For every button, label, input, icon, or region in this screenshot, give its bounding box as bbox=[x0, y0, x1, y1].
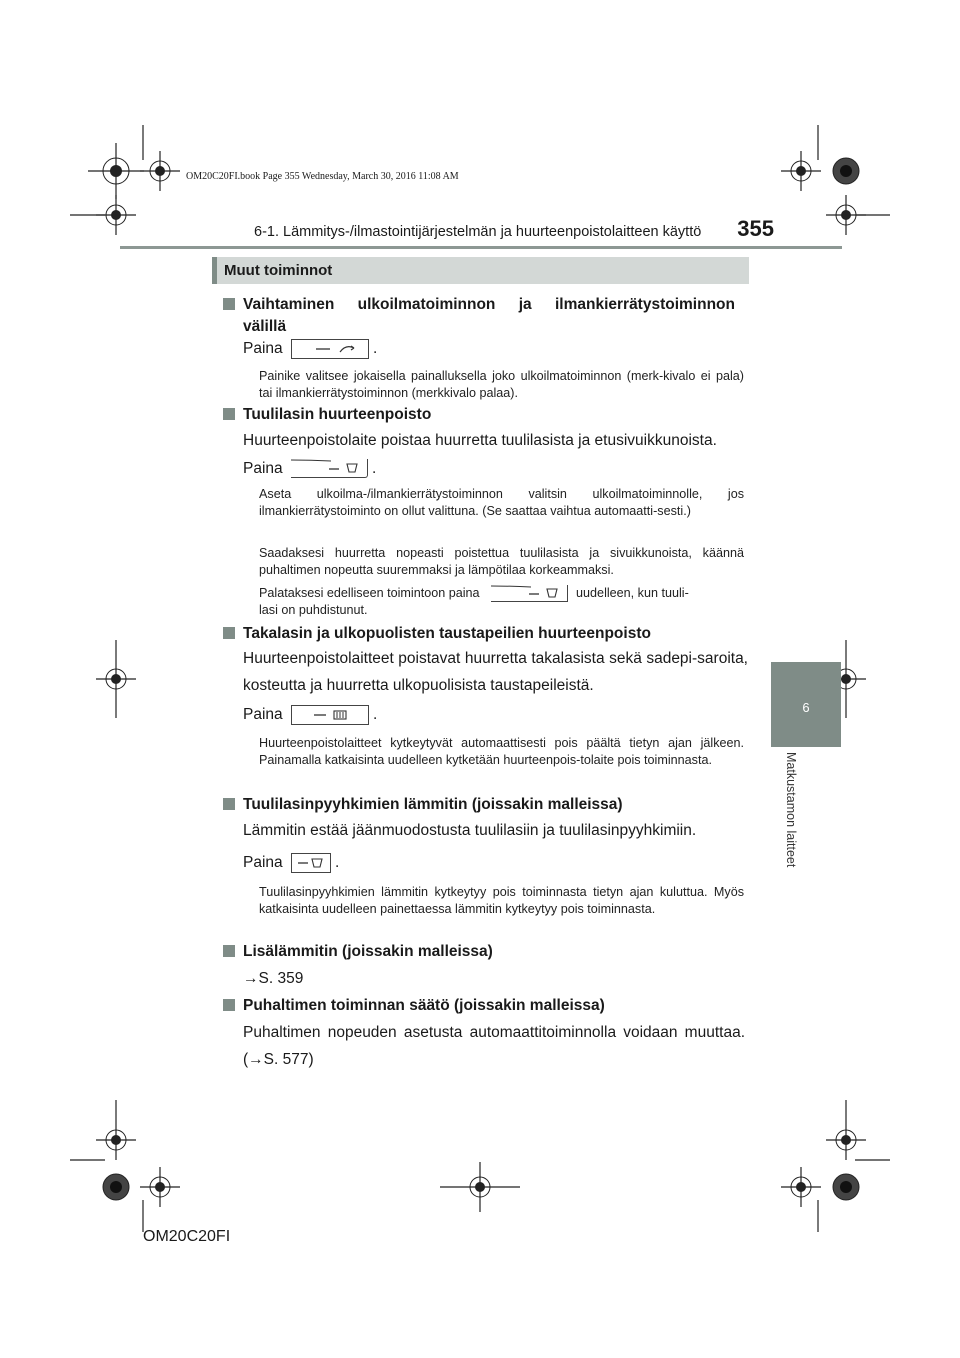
item-heading bbox=[223, 796, 623, 814]
windshield-defrost-button-icon bbox=[291, 459, 368, 478]
item-heading-cont: välillä bbox=[243, 318, 287, 335]
item-heading-text: Lisälämmitin (joissakin malleissa) bbox=[243, 943, 493, 960]
registration-mark-icon bbox=[781, 151, 821, 191]
item-heading-text: Tuulilasin huurteenpoisto bbox=[243, 406, 432, 423]
item-heading-text: Takalasin ja ulkopuolisten taustapeilien huurteenpoisto bbox=[243, 625, 651, 642]
press-label: Paina bbox=[243, 706, 283, 723]
item-heading-text: Puhaltimen toiminnan säätö (joissakin malleissa) bbox=[243, 997, 605, 1014]
registration-mark-icon bbox=[96, 640, 136, 718]
item-body: Lämmitin estää jäänmuodostusta tuulilasiin ja tuulilasinpyyhkimiin. bbox=[243, 822, 697, 839]
press-label: Paina bbox=[243, 340, 283, 357]
registration-mark-icon bbox=[440, 1162, 520, 1212]
registration-mark-icon bbox=[103, 1174, 129, 1200]
registration-mark-icon bbox=[833, 1174, 859, 1200]
registration-mark-icon bbox=[140, 1167, 180, 1207]
item-heading bbox=[223, 625, 651, 643]
square-bullet-icon bbox=[223, 298, 235, 310]
square-bullet-icon bbox=[223, 627, 235, 639]
book-info: OM20C20FI.book Page 355 Wednesday, March 30, 2016 11:08 AM bbox=[186, 171, 459, 182]
item-body: Puhaltimen nopeuden asetusta automaattitoiminnolla voidaan muuttaa. (→S. 577) bbox=[243, 1024, 745, 1068]
chapter-tab-number: 6 bbox=[802, 700, 810, 715]
item-heading-text: Vaihtaminen ulkoilmatoiminnon ja ilmankierrätystoiminnon bbox=[243, 296, 735, 313]
rear-defrost-button-icon bbox=[291, 705, 369, 725]
press-dot: . bbox=[334, 854, 340, 871]
registration-mark-icon bbox=[140, 151, 180, 191]
registration-mark-icon bbox=[88, 143, 144, 199]
press-line bbox=[243, 850, 339, 876]
press-dot: . bbox=[371, 460, 377, 477]
windshield-defrost-button-icon bbox=[491, 585, 568, 602]
item-note: Tuulilasinpyyhkimien lämmitin kytkeytyy pois toiminnasta tietyn ajan kuluttua. Myös katkaisinta uudelleen painettaessa lämmitin kytkeytyy pois toiminnasta. bbox=[259, 885, 744, 916]
press-label: Paina bbox=[243, 854, 283, 871]
footer-code: OM20C20FI bbox=[143, 1228, 231, 1245]
section-heading bbox=[212, 257, 749, 284]
note-text: Palataksesi edelliseen toimintoon paina bbox=[259, 586, 480, 600]
item-heading bbox=[223, 943, 493, 961]
registration-mark-icon bbox=[96, 1100, 136, 1160]
item-heading bbox=[223, 406, 431, 424]
registration-mark-icon bbox=[96, 195, 136, 235]
note-text: uudelleen, kun tuuli- bbox=[576, 586, 689, 600]
press-label: Paina bbox=[243, 460, 283, 477]
item-heading bbox=[223, 997, 605, 1015]
section-heading-text: Muut toiminnot bbox=[224, 262, 333, 279]
registration-mark-icon bbox=[833, 158, 859, 184]
registration-mark-icon bbox=[826, 1100, 866, 1160]
press-line bbox=[243, 702, 377, 728]
square-bullet-icon bbox=[223, 408, 235, 420]
registration-mark-icon bbox=[781, 1167, 821, 1207]
item-note: Saadaksesi huurretta nopeasti poistettua tuulilasista ja sivuikkunoista, käännä puhaltimen nopeutta suuremmaksi ja lämpötilaa korkeammaksi. bbox=[259, 546, 744, 577]
item-heading-text: Tuulilasinpyyhkimien lämmitin (joissakin malleissa) bbox=[243, 796, 623, 813]
item-note: Aseta ulkoilma-/ilmankierrätystoiminnon valitsin ulkoilmatoiminnolle, jos ilmankierrätystoiminto on ollut valittuna. (Se saattaa vaihtua automaatti-sesti.) bbox=[259, 487, 744, 518]
press-dot: . bbox=[372, 340, 378, 357]
item-body: Huurteenpoistolaitteet poistavat huurretta takalasista sekä sadepi-saroita, kosteutta ja huurretta ulkopuolisista taustapeileistä. bbox=[243, 650, 748, 694]
item-heading bbox=[223, 296, 743, 314]
press-line bbox=[243, 336, 377, 362]
chapter-side-label-text: Matkustamon laitteet bbox=[784, 752, 798, 868]
press-dot: . bbox=[372, 706, 378, 723]
item-body: Huurteenpoistolaite poistaa huurretta tuulilasista ja etusivuikkunoista. bbox=[243, 432, 717, 449]
recirculation-button-icon bbox=[291, 339, 369, 359]
item-note bbox=[259, 585, 744, 619]
page-number: 355 bbox=[737, 216, 774, 241]
note-text: lasi on puhdistunut. bbox=[259, 603, 368, 618]
header-rule bbox=[120, 246, 842, 249]
registration-mark-icon bbox=[826, 195, 866, 235]
page-reference: →S. 359 bbox=[243, 970, 304, 987]
wiper-heater-button-icon bbox=[291, 853, 331, 873]
chapter-title: 6-1. Lämmitys-/ilmastointijärjestelmän ja huurteenpoistolaitteen käyttö bbox=[254, 224, 702, 240]
item-note: Painike valitsee jokaisella painalluksella joko ulkoilmatoiminnon (merk-kivalo ei pala) tai ilmankierrätystoiminnon (merkkivalo palaa). bbox=[259, 369, 744, 400]
chapter-tab bbox=[771, 662, 841, 747]
square-bullet-icon bbox=[223, 945, 235, 957]
square-bullet-icon bbox=[223, 798, 235, 810]
item-note: Huurteenpoistolaitteet kytkeytyvät automaattisesti pois päältä tietyn ajan jälkeen. Painamalla katkaisinta uudelleen kytketään huurteenpois-tolaite pois toiminnasta. bbox=[259, 736, 744, 767]
chapter-side-label bbox=[782, 752, 800, 892]
press-line bbox=[243, 456, 376, 482]
square-bullet-icon bbox=[223, 999, 235, 1011]
